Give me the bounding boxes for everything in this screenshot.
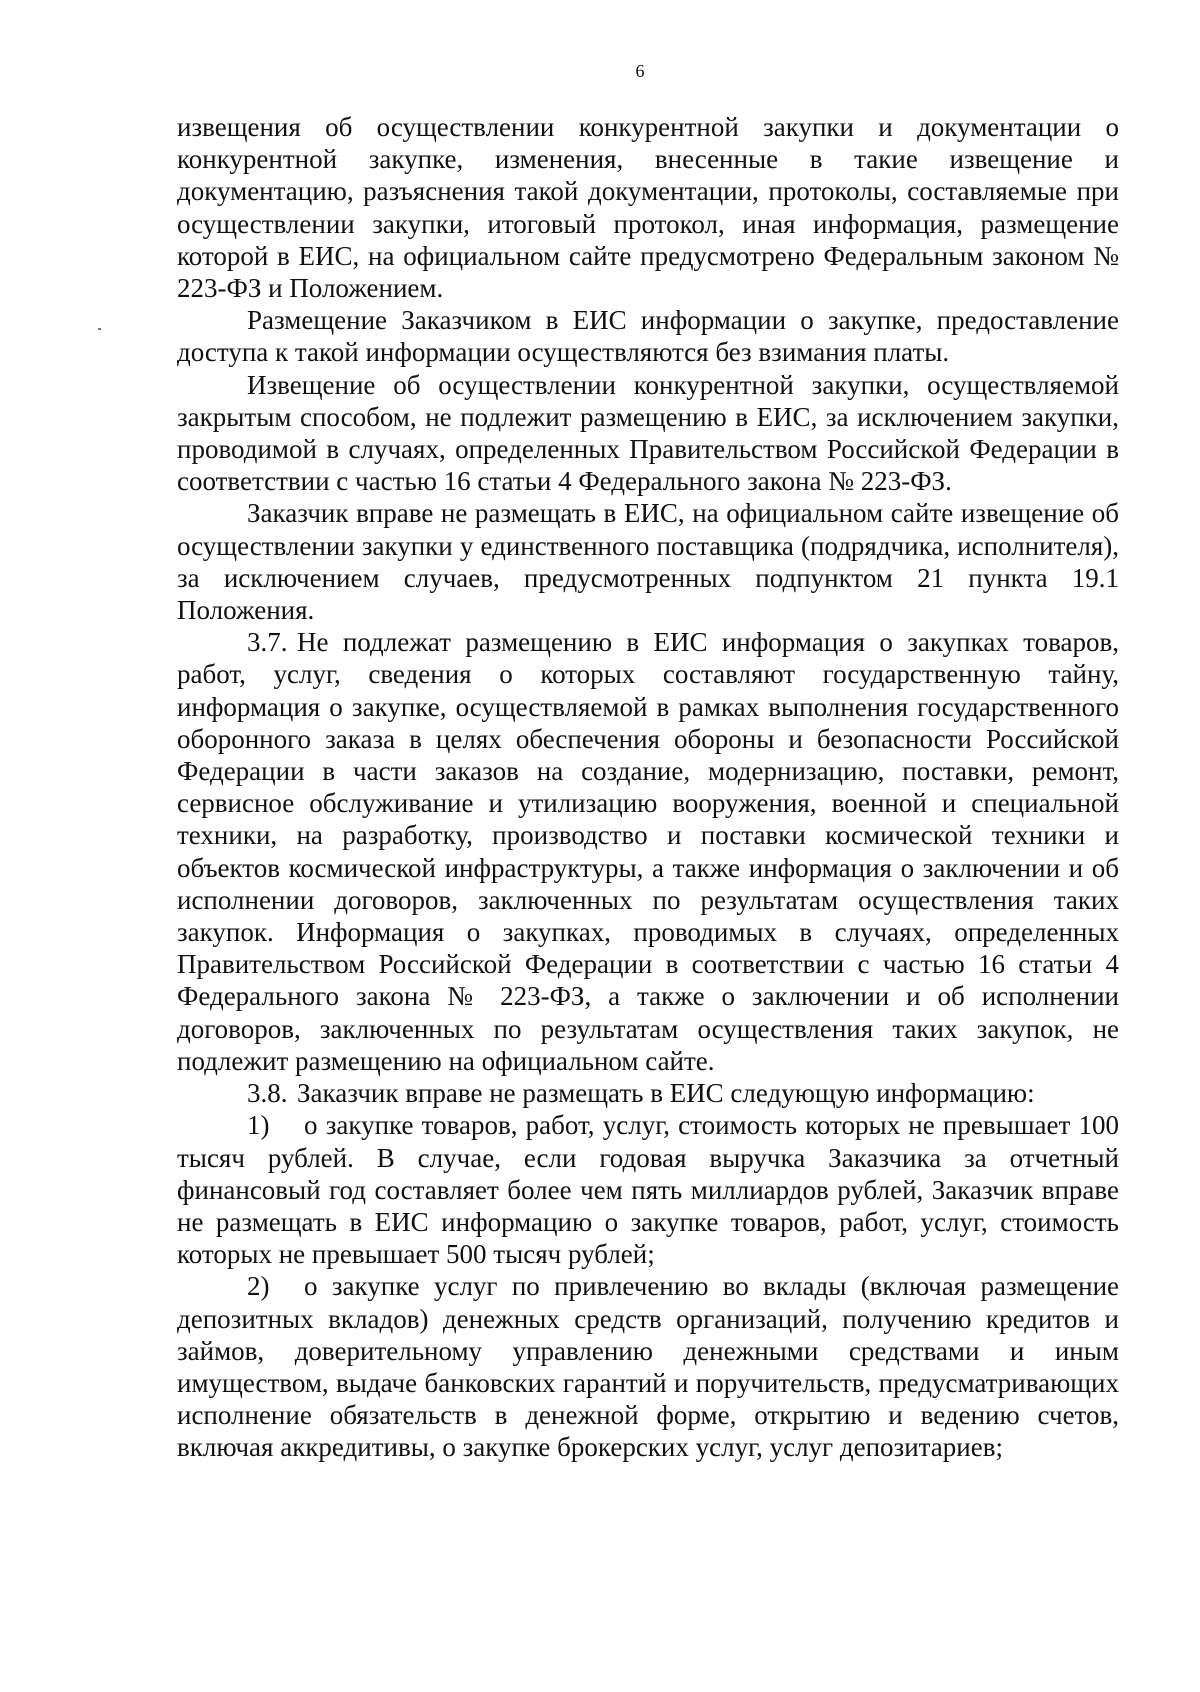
list-item-number: 2) <box>247 1271 270 1302</box>
clause-text: Заказчик вправе не размещать в ЕИС следующую информацию: <box>297 1078 1035 1109</box>
document-body <box>177 111 1119 1464</box>
clause-number: 3.8. <box>247 1078 288 1109</box>
list-item-2 <box>177 1270 1119 1463</box>
list-item-number: 1) <box>247 1110 270 1141</box>
scan-artifact-mark <box>98 328 101 330</box>
paragraph-text: Заказчик вправе не размещать в ЕИС, на официальном сайте извещение об осуществлении закупки у единственного поставщика (подрядчика, исполнителя), за исключением случаев, предусмотренных подпунктом 21 пункта 19.1 Положения. <box>177 498 1119 626</box>
list-item-text: о закупке товаров, работ, услуг, стоимость которых не превышает 100 тысяч рублей. В случае, если годовая выручка Заказчика за отчетный финансовый год составляет более чем пять миллиардов рублей, Заказчик вправе не размещать в ЕИС информацию о закупке товаров, работ, услуг, стоимость которых не превышает 500 тысяч рублей; <box>177 1110 1119 1270</box>
paragraph-single-supplier <box>177 497 1119 626</box>
paragraph-continuation <box>177 111 1119 304</box>
paragraph-publication-free <box>177 304 1119 368</box>
list-item-1 <box>177 1109 1119 1270</box>
page-number: 6 <box>635 61 645 81</box>
clause-number: 3.7. <box>247 627 288 658</box>
clause-text: Не подлежат размещению в ЕИС информация о закупках товаров, работ, услуг, сведения о которых составляют государственную тайну, информация о закупке, осуществляемой в рамках выполнения государственного оборонного заказа в целях обеспечения обороны и безопасности Российской Федерации в части заказов на создание, модернизацию, поставки, ремонт, сервисное обслуживание и утилизацию вооружения, военной и специальной техники, на разработку, производство и поставки космической техники и объектов космической инфраструктуры, а также информация о заключении и об исполнении договоров, заключенных по результатам осуществления таких закупок. Информация о закупках, проводимых в случаях, определенных Правительством Российской Федерации в соответствии с частью 16 статьи 4 Федерального закона № 223-ФЗ, а также о заключении и об исполнении договоров, заключенных по результатам осуществления таких закупок, не подлежит размещению на официальном сайте. <box>177 627 1119 1076</box>
clause-3-7 <box>177 626 1119 1077</box>
paragraph-text: Извещение об осуществлении конкурентной закупки, осуществляемой закрытым способом, не подлежит размещению в ЕИС, за исключением закупки, проводимой в случаях, определенных Правительством Российской Федерации в соответствии с частью 16 статьи 4 Федерального закона № 223-ФЗ. <box>177 369 1119 497</box>
paragraph-closed-procurement <box>177 369 1119 498</box>
paragraph-text: Размещение Заказчиком в ЕИС информации о закупке, предоставление доступа к такой информации осуществляются без взимания платы. <box>177 305 1119 368</box>
paragraph-text: извещения об осуществлении конкурентной закупки и документации о конкурентной закупке, изменения, внесенные в такие извещение и документацию, разъяснения такой документации, протоколы, составляемые при осуществлении закупки, итоговый протокол, иная информация, размещение которой в ЕИС, на официальном сайте предусмотрено Федеральным законом № 223-ФЗ и Положением. <box>177 112 1119 304</box>
clause-3-8 <box>177 1077 1119 1109</box>
list-item-text: о закупке услуг по привлечению во вклады (включая размещение депозитных вкладов) денежных средств организаций, получению кредитов и займов, доверительному управлению денежными средствами и иным имуществом, выдаче банковских гарантий и поручительств, предусматривающих исполнение обязательств в денежной форме, открытию и ведению счетов, включая аккредитивы, о закупке брокерских услуг, услуг депозитариев; <box>177 1271 1119 1463</box>
